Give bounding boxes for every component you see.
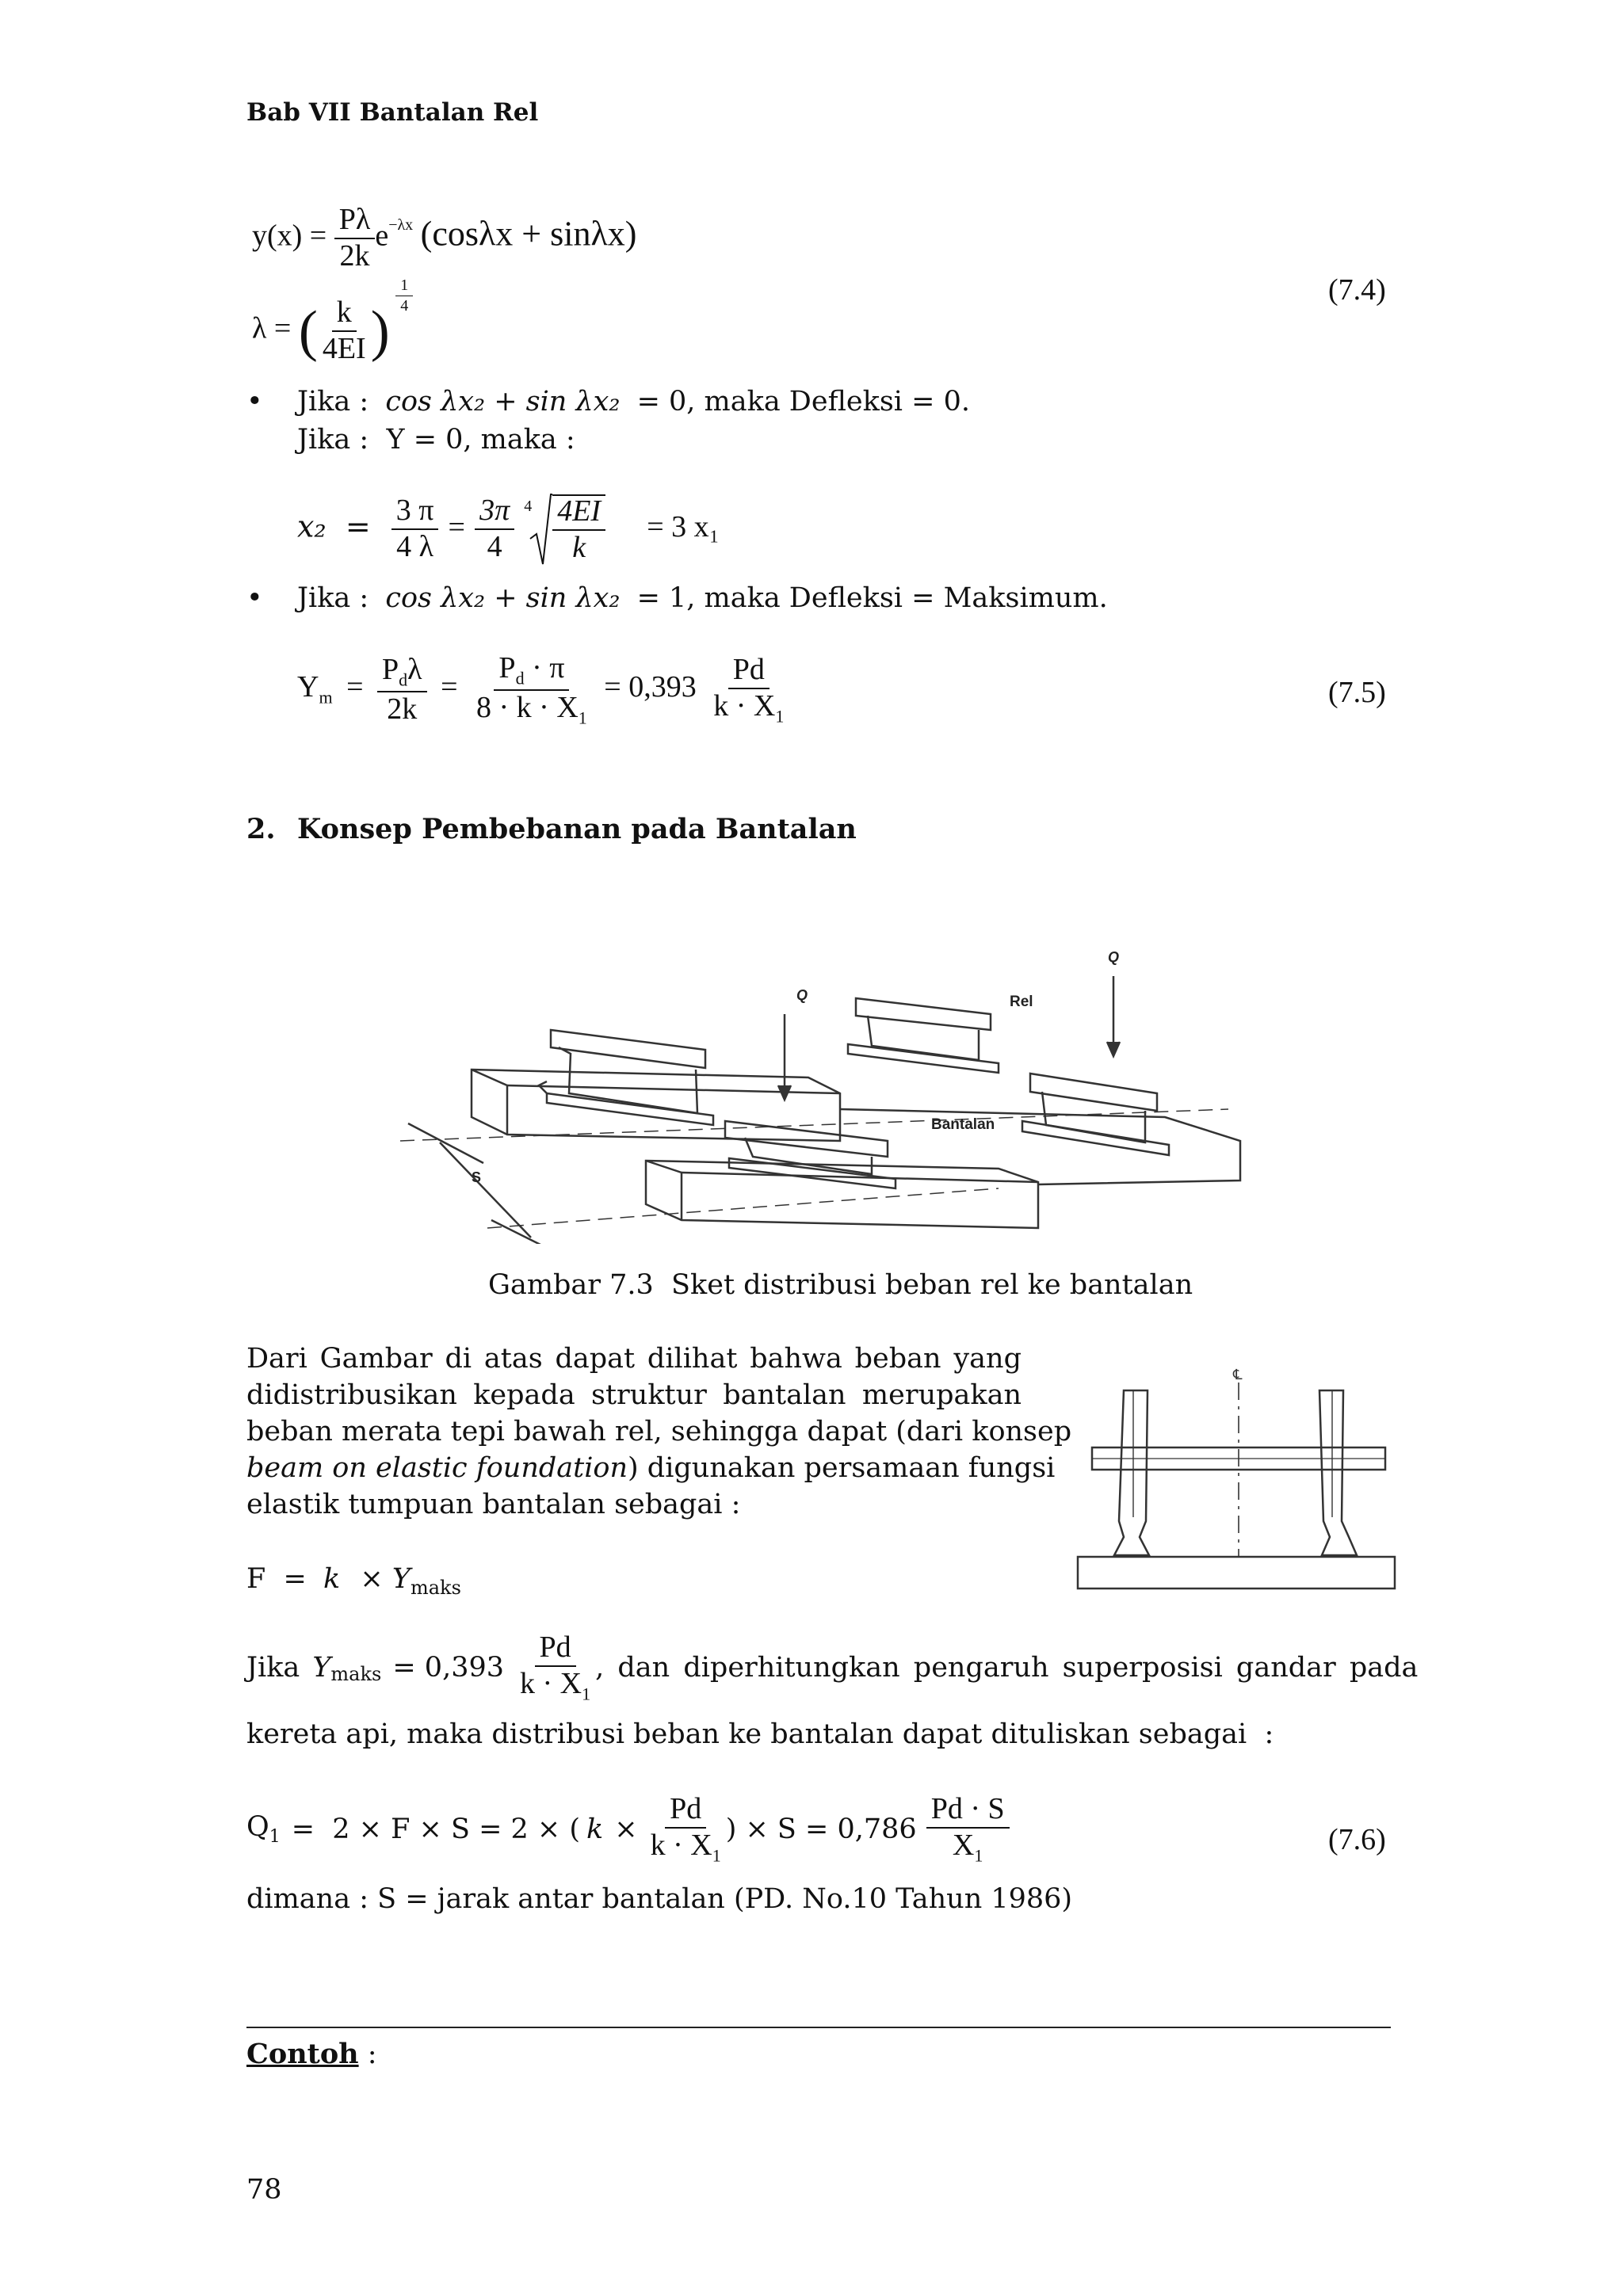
eq-ym-frac1-num: $P_d\lambda$ [377, 654, 427, 692]
paragraph-1-line-4 [246, 1450, 1056, 1486]
paragraph-1 [246, 1341, 1072, 1523]
eq-yx-paren: (cosλx + sinλx) [420, 214, 637, 254]
eq-f-times: × [360, 1563, 384, 1595]
equation-number-7-6: (7.6) [1328, 1823, 1386, 1856]
eq-f-lhs: F = [246, 1563, 307, 1595]
bullet-1-line-2: Jika : Y = 0, maka : [297, 424, 575, 456]
paragraph-2-line-2: kereta api, maka distribusi beban ke bantalan dapat dituliskan sebagai : [246, 1718, 1274, 1750]
paragraph-2-rest: , dan diperhitungkan pengaruh superposisi gandar pada [595, 1651, 1419, 1684]
radical-sign-icon [529, 493, 552, 569]
eq-lambda-lhs: λ = [252, 311, 292, 345]
bullet-1 [246, 383, 970, 420]
eq-q1-part2: ) × S = 0,786 [725, 1813, 917, 1845]
eq-q1-frac2 [926, 1794, 1010, 1865]
equation-lambda: λ = ( $\frac{k}{4EI}$ ) $\frac{1}{4}$ [252, 297, 414, 365]
paragraph-2-frac-num: Pd [535, 1632, 576, 1667]
eq-yx-e: e [375, 219, 389, 253]
paragraph-2-y: Y [312, 1651, 331, 1684]
example-label-text: Contoh [246, 2038, 359, 2070]
eq-x2-root-num: 4EI [552, 496, 605, 531]
sleeper-right-shape [840, 1109, 1240, 1184]
paragraph-2-prefix: Jika [246, 1651, 300, 1684]
page-number: 78 [246, 2174, 282, 2206]
eq-q1-frac1-num: Pd [665, 1794, 706, 1829]
equation-x2 [297, 494, 720, 564]
equation-ym: $Y_m$ = $\frac{P_d\lambda}{2k}$ = $\frac{P_d \cdot \pi}{8 \cdot k \cdot X_1}$ = 0,393 $\frac{Pd}{k \cdot X_1}$ [297, 653, 789, 727]
bullet-1-prefix: Jika : [297, 386, 369, 418]
example-label [246, 2038, 377, 2070]
eq-f-y-sub: maks [410, 1577, 461, 1599]
eq-q1-frac2-den: $X_1$ [952, 1828, 983, 1866]
eq-ym-frac2-den: $8 \cdot k \cdot X_1$ [476, 690, 587, 728]
eq-lambda-exp-num: 1 [395, 277, 413, 296]
bullet-2-rest: = 1, maka Defleksi = Maksimum. [636, 582, 1108, 614]
paragraph-2-fraction [515, 1632, 595, 1703]
eq-q1-frac1 [646, 1794, 726, 1865]
label-bantalan: Bantalan [931, 1116, 995, 1133]
bullet-1-rest: = 0, maka Defleksi = 0. [636, 386, 970, 418]
eq-ym-frac3-num: Pd [728, 654, 769, 689]
eq-yx-num: Pλ [334, 204, 376, 239]
eq-ym-frac2 [472, 653, 592, 727]
section-number: 2. [246, 813, 276, 845]
bullet-dot: • [246, 386, 263, 418]
paragraph-1-line-2: didistribusikan kepada struktur bantalan merupakan [246, 1379, 1022, 1411]
eq-ym-frac3 [708, 654, 789, 726]
label-rel: Rel [1010, 994, 1033, 1010]
eq-x2-root-frac [552, 494, 605, 564]
figure-cross-section-sketch [1070, 1359, 1403, 1596]
figure-caption: Gambar 7.3 Sket distribusi beban rel ke bantalan [488, 1269, 1193, 1301]
eq-x2-frac2-den: 4 [487, 529, 502, 563]
eq-yx-fraction [334, 204, 376, 273]
paragraph-2-line-1 [246, 1630, 1419, 1704]
eq-q1-frac1-den: $k \cdot X_1$ [650, 1828, 721, 1866]
equation-f [246, 1561, 461, 1606]
label-s: S [472, 1169, 482, 1185]
example-label-colon: : [358, 2039, 377, 2070]
paragraph-1-italic: beam on elastic foundation [246, 1452, 628, 1484]
eq-ym-frac2-num: $P_d \cdot \pi$ [494, 653, 569, 691]
eq-yx-den: 2k [339, 238, 370, 273]
eq-x2-frac1-den: 4 λ [396, 529, 434, 563]
eq-q1-part1: = 2 × F × S = 2 × ( [291, 1813, 581, 1845]
eq-lambda-exponent [395, 277, 413, 315]
eq-ym-frac1 [377, 654, 427, 726]
bullet-2-prefix: Jika : [297, 582, 369, 614]
note-definition: dimana : S = jarak antar bantalan (PD. No.10 Tahun 1986) [246, 1883, 1073, 1915]
eq-lambda-fraction [318, 297, 371, 365]
eq-x2-root-den: k [572, 530, 586, 564]
eq-f-y: Y [391, 1563, 411, 1595]
eq-q1-lhs: $Q_1$ [246, 1811, 281, 1848]
eq-q1-frac2-num: Pd · S [926, 1794, 1010, 1829]
eq-x2-equals: = [448, 510, 465, 544]
eq-ym-lhs: $Y_m$ [297, 670, 333, 707]
bullet-2-formula: cos λx₂ + sin λx₂ [385, 582, 621, 614]
eq-ym-frac1-den: 2k [387, 692, 418, 726]
eq-x2-frac1 [391, 495, 439, 563]
equation-q1 [246, 1794, 1010, 1865]
eq-x2-frac2-num: 3π [475, 495, 514, 530]
figure-rail-sleeper-sketch [396, 927, 1260, 1244]
paragraph-1-line-1: Dari Gambar di atas dapat dilihat bahwa beban yang [246, 1343, 1022, 1375]
label-q-right: Q [1108, 949, 1120, 965]
bullet-2 [246, 580, 1108, 616]
eq-q1-times: × [614, 1813, 638, 1845]
equation-yx [252, 204, 636, 273]
paragraph-2-y-sub: maks [330, 1662, 382, 1685]
equation-number-7-4: (7.4) [1328, 273, 1386, 307]
eq-x2-frac2 [475, 495, 514, 563]
eq-lambda-num: k [332, 297, 357, 332]
eq-x2-lhs: x₂ = [297, 509, 371, 544]
eq-x2-root-index: 4 [524, 498, 533, 515]
label-q-left: Q [796, 987, 808, 1003]
eq-f-k: k [323, 1563, 341, 1595]
paragraph-1-line-5: elastik tumpuan bantalan sebagai : [246, 1489, 741, 1520]
bullet-dot: • [246, 582, 263, 614]
section-title: Konsep Pembebanan pada Bantalan [297, 813, 857, 845]
eq-x2-frac1-num: 3 π [391, 495, 439, 530]
eq-x2-root [524, 494, 605, 564]
eq-lambda-exp-den: 4 [400, 297, 409, 315]
paragraph-2-frac-den: $k \cdot X_1$ [520, 1666, 591, 1704]
running-title: Bab VII Bantalan Rel [246, 98, 539, 127]
paragraph-2-coef: = 0,393 [392, 1651, 505, 1684]
equation-number-7-5: (7.5) [1328, 676, 1386, 709]
section-divider [246, 2027, 1391, 2028]
eq-ym-frac3-den: $k \cdot X_1$ [713, 688, 785, 727]
eq-x2-rhs: = 3 x₁ [647, 510, 720, 544]
bullet-1-formula: cos λx₂ + sin λx₂ [385, 386, 621, 418]
eq-yx-exponent: −λx [388, 215, 414, 234]
paragraph-1-line-4-rest: ) digunakan persamaan fungsi [628, 1452, 1056, 1484]
centerline-mark-icon: ℄ [1233, 1367, 1243, 1383]
section-heading [246, 813, 857, 845]
eq-yx-lhs: y(x) = [252, 219, 327, 253]
paragraph-1-line-3: beban merata tepi bawah rel, sehingga dapat (dari konsep [246, 1416, 1072, 1447]
eq-q1-k: k [586, 1813, 604, 1845]
eq-ym-coef: = 0,393 [604, 670, 697, 704]
eq-lambda-den: 4EI [322, 331, 366, 365]
